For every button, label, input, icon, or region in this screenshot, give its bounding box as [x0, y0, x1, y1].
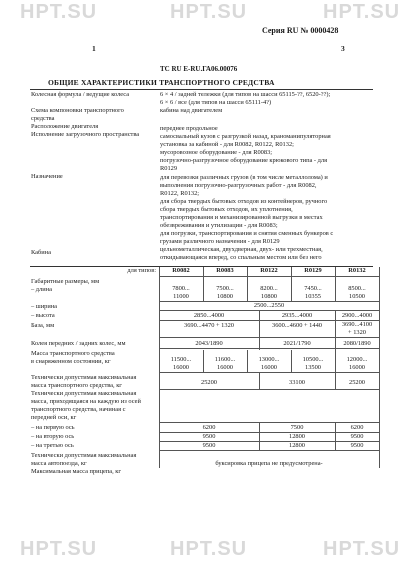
table-rule — [159, 372, 379, 373]
max-mass-label: масса транспортного средства, кг — [31, 382, 122, 389]
axle1-label: – на первую ось — [31, 424, 75, 431]
spec-label-layout: средства — [31, 115, 55, 122]
mass-label: Масса транспортного средства — [31, 350, 115, 357]
cell: 33100 — [289, 379, 305, 386]
axle2-label: – на вторую ось — [31, 433, 75, 440]
spec-label-engine: Расположение двигателя — [31, 123, 99, 130]
cell: 25200 — [201, 379, 217, 386]
cell: 9500 — [202, 433, 216, 440]
cell: 7800... — [172, 285, 190, 292]
cell: 12800 — [289, 442, 305, 449]
table-rule — [335, 422, 336, 450]
cell: 16000 — [349, 364, 365, 371]
cell: 6200 — [350, 424, 364, 431]
table-rule — [291, 350, 292, 372]
spec-value: грузами различного назначения - для R0129 — [160, 238, 280, 245]
cell: 3690...4100 — [341, 321, 373, 328]
spec-value: откидывающаяся вперед, со спальным местом или без него — [160, 254, 322, 261]
table-rule — [203, 350, 204, 372]
track-label: Колея передних / задних колес, мм — [31, 340, 126, 347]
page-number-left: 1 — [92, 44, 96, 53]
cell: 2080/1890 — [343, 340, 371, 347]
spec-value: цельнометаллическая, двухдверная, двух- или трехместная, — [160, 246, 323, 253]
page-number-right: 3 — [341, 44, 345, 53]
spec-value: погрузочно-разгрузочное оборудование крюкового типа - для — [160, 157, 328, 164]
cell: буксировка прицепа не предусмотрена- — [215, 460, 323, 467]
cell: 16000 — [217, 364, 233, 371]
spec-label-wheel-formula: Колесная формула / ведущие колеса — [31, 91, 130, 98]
table-rule — [159, 276, 379, 277]
table-rule — [335, 310, 336, 350]
type-header: R0132 — [348, 267, 366, 274]
cell: 7500 — [290, 424, 304, 431]
cell: 13000... — [258, 356, 280, 363]
watermark: HPT.SU — [170, 1, 248, 23]
axle-label: передней оси, кг — [31, 414, 77, 421]
cell: 8200... — [260, 285, 278, 292]
spec-value: сбора твердых бытовых отходов, их уплотнения, — [160, 206, 293, 213]
table-rule — [259, 372, 260, 389]
cell: 7500... — [216, 285, 234, 292]
table-rule — [159, 267, 160, 468]
mass-label: в снаряженном состоянии, кг — [31, 358, 111, 365]
cell: 3600...4600 + 1440 — [272, 322, 322, 329]
table-rule — [159, 422, 379, 423]
approval-number: ТС RU E-RU.ГА06.00076 — [160, 65, 238, 73]
table-rule — [247, 267, 248, 301]
cell: 11500... — [170, 356, 192, 363]
spec-value: установка за кабиной - для R0082, R0122, R0132; — [160, 141, 294, 148]
cell: 9500 — [350, 433, 364, 440]
spec-value: R0122, R0132; — [160, 190, 200, 197]
dims-label: Габаритные размеры, мм — [31, 278, 100, 285]
divider — [30, 89, 373, 90]
cell: 2500...2550 — [253, 302, 285, 309]
cell: 2850...4000 — [193, 312, 225, 319]
table-rule — [159, 337, 379, 338]
axle-label: Технически допустимая максимальная — [31, 390, 137, 397]
cell: 25200 — [349, 379, 365, 386]
table-rule — [379, 267, 380, 468]
spec-value: транспортирования и механизированной выгрузки в местах — [160, 214, 323, 221]
cell: 7450... — [304, 285, 322, 292]
cell: 16000 — [261, 364, 277, 371]
train-label: Технически допустимая максимальная — [31, 452, 137, 459]
height-label: – высота — [31, 312, 55, 319]
table-rule — [259, 422, 260, 450]
cell: 2043/1890 — [195, 340, 223, 347]
width-label: – ширина — [31, 303, 58, 310]
train-label: масса автопоезда, кг — [31, 460, 87, 467]
axle-label: масса, приходящаяся на каждую из осей — [31, 398, 141, 405]
spec-value: мусоровозное оборудование - для R0083; — [160, 149, 273, 156]
cell: 12000... — [346, 356, 368, 363]
table-rule — [335, 350, 336, 372]
cell: 11000 — [173, 293, 189, 300]
spec-value: 6 × 4 / задней тележки (для типов на шасси 65115-??, 6520-??); — [160, 91, 331, 98]
table-rule — [159, 310, 379, 311]
type-header: R0082 — [172, 267, 190, 274]
max-mass-label: Технически допустимая максимальная — [31, 374, 137, 381]
table-rule — [259, 310, 260, 350]
cell: 13500 — [305, 364, 321, 371]
table-rule — [159, 389, 379, 390]
base-label: База, мм — [31, 322, 55, 329]
spec-value: обезвреживания и утилизации - для R0083; — [160, 222, 278, 229]
cell: 2900...4000 — [341, 312, 373, 319]
spec-value: выполнения погрузочно-разгрузочных работ - для R0082, — [160, 182, 317, 189]
type-header: R0083 — [216, 267, 234, 274]
spec-label-purpose: Назначение — [31, 173, 63, 180]
watermark: HPT.SU — [323, 1, 400, 23]
serial-number: Серия RU № 0000428 — [262, 26, 339, 35]
cell: 10500 — [349, 293, 365, 300]
axle3-label: – на третью ось — [31, 442, 74, 449]
cell: 8500... — [348, 285, 366, 292]
spec-value: переднее продольное — [160, 125, 218, 132]
cell: 2935...4000 — [281, 312, 313, 319]
cell: 9500 — [350, 442, 364, 449]
table-rule — [203, 267, 204, 301]
cell: 11600... — [214, 356, 236, 363]
table-rule — [247, 350, 248, 372]
table-rule — [159, 450, 379, 451]
spec-label-cabin: Кабина — [31, 249, 51, 256]
spec-label-cargo: Исполнение загрузочного пространства — [31, 131, 140, 138]
spec-value: для погрузки, транспортирования и снятия сменных бункеров с — [160, 230, 334, 237]
spec-value: 6 × 6 / все (для типов на шасси 65111-4?) — [160, 99, 272, 106]
watermark: HPT.SU — [170, 538, 248, 560]
table-rule — [335, 267, 336, 301]
cell: 10800 — [217, 293, 233, 300]
table-rule — [335, 372, 336, 389]
spec-value: самосвальный кузов с разгрузкой назад, краноманипуляторная — [160, 133, 331, 140]
cell: 10800 — [261, 293, 277, 300]
spec-value: для сбора твердых бытовых отходов из контейнеров, ручного — [160, 198, 328, 205]
spec-value: для перевозки различных грузов (в том числе металлолома) и — [160, 174, 328, 181]
types-label: для типов: — [127, 267, 156, 274]
cell: 2021/1790 — [283, 340, 311, 347]
trailer-label: Максимальная масса прицепа, кг — [31, 468, 122, 475]
cell: 16000 — [173, 364, 189, 371]
cell: + 1320 — [348, 329, 366, 336]
watermark: HPT.SU — [20, 1, 98, 23]
table-rule — [291, 267, 292, 301]
cell: 3690...4470 + 1320 — [184, 322, 234, 329]
length-label: – длина — [31, 286, 52, 293]
watermark: HPT.SU — [20, 538, 98, 560]
cell: 9500 — [202, 442, 216, 449]
cell: 6200 — [202, 424, 216, 431]
watermark: HPT.SU — [323, 538, 400, 560]
section-title: ОБЩИЕ ХАРАКТЕРИСТИКИ ТРАНСПОРТНОГО СРЕДСТВА — [48, 78, 275, 87]
type-header: R0122 — [260, 267, 278, 274]
table-rule — [159, 348, 379, 349]
axle-label: транспортного средства, начиная с — [31, 406, 126, 413]
cell: 10355 — [305, 293, 321, 300]
type-header: R0129 — [304, 267, 322, 274]
cell: 10500... — [302, 356, 324, 363]
cell: 12800 — [289, 433, 305, 440]
spec-label-layout: Схема компоновки транспортного — [31, 107, 124, 114]
spec-value: кабина над двигателем — [160, 107, 223, 114]
spec-value: R0129 — [160, 165, 178, 172]
